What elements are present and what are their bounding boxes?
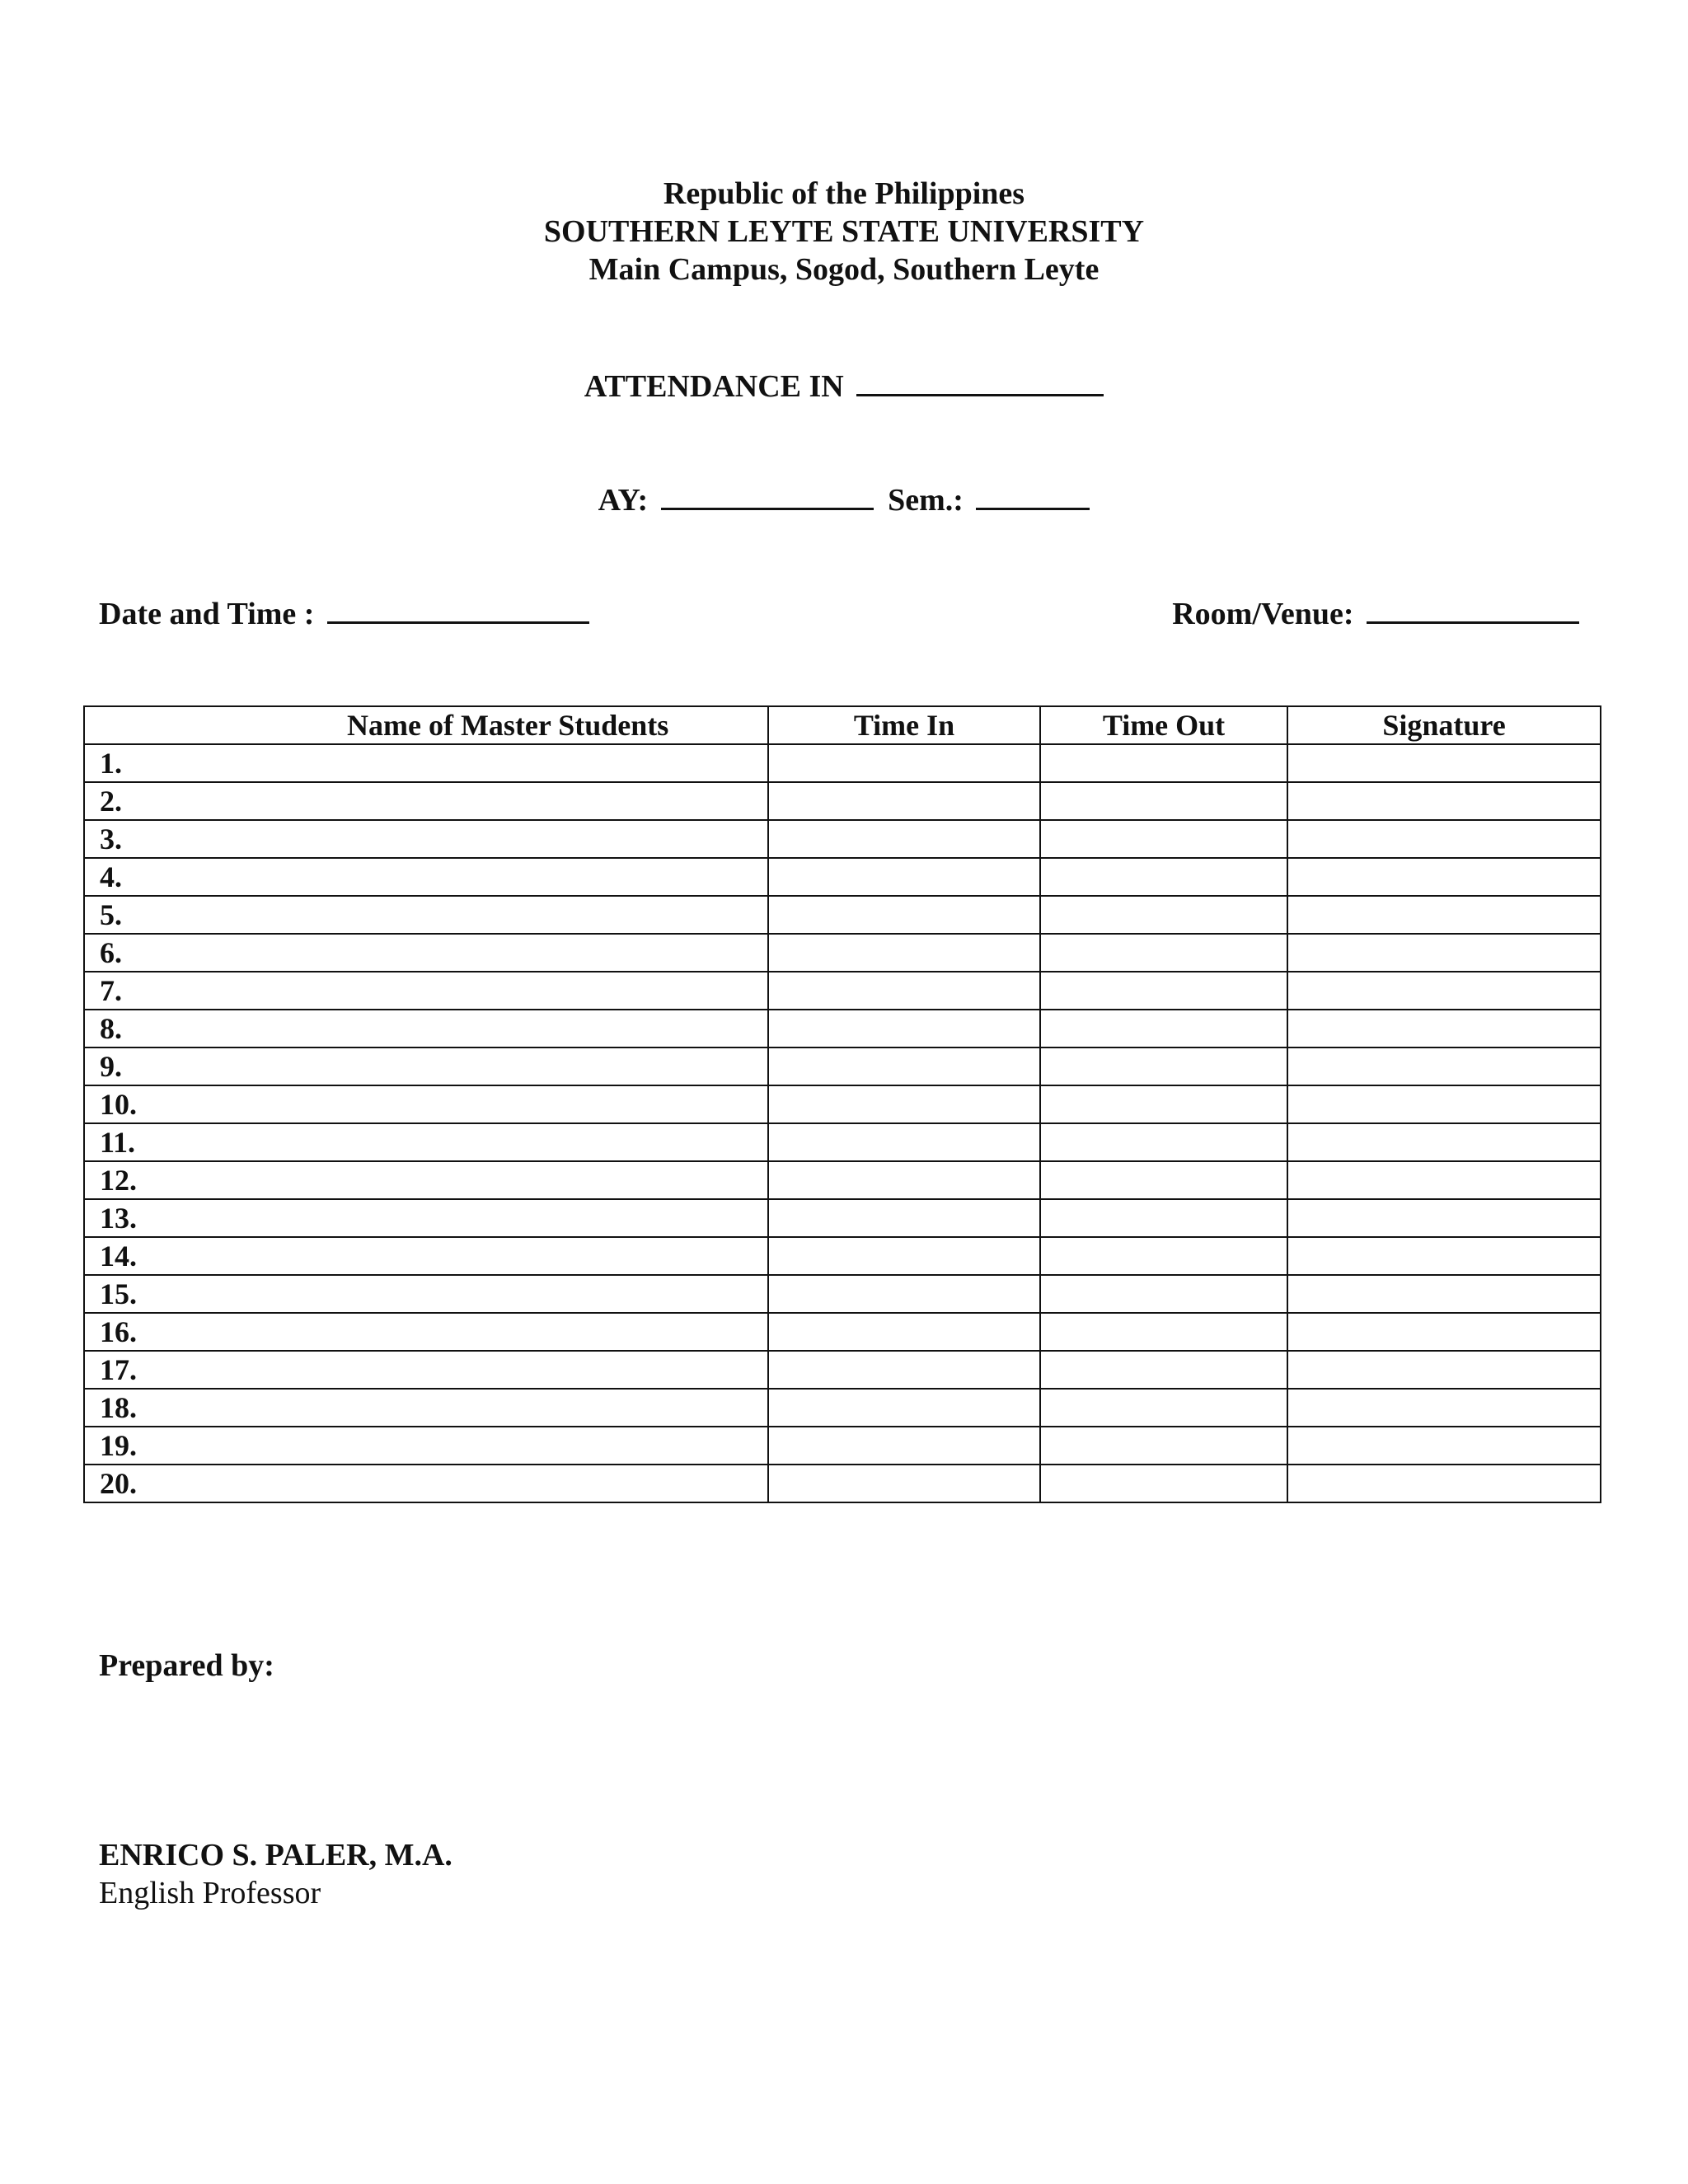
signature-cell[interactable] bbox=[1287, 1427, 1601, 1465]
student-name-cell[interactable]: 10. bbox=[84, 1085, 768, 1123]
room-venue-line bbox=[1172, 592, 1579, 633]
attendance-table bbox=[83, 705, 1601, 1503]
date-time-blank[interactable] bbox=[327, 592, 589, 624]
time-in-cell[interactable] bbox=[768, 1199, 1040, 1237]
column-header-name: Name of Master Students bbox=[84, 706, 768, 744]
time-out-cell[interactable] bbox=[1040, 1199, 1287, 1237]
signatory-name: ENRICO S. PALER, M.A. bbox=[99, 1838, 452, 1872]
student-name-cell[interactable]: 13. bbox=[84, 1199, 768, 1237]
time-in-cell[interactable] bbox=[768, 1313, 1040, 1351]
time-in-cell[interactable] bbox=[768, 744, 1040, 782]
student-name-cell[interactable]: 4. bbox=[84, 858, 768, 896]
student-name-cell[interactable]: 3. bbox=[84, 820, 768, 858]
time-out-cell[interactable] bbox=[1040, 1010, 1287, 1047]
signature-cell[interactable] bbox=[1287, 1237, 1601, 1275]
table-row bbox=[84, 858, 1601, 896]
signature-cell[interactable] bbox=[1287, 1123, 1601, 1161]
student-name-cell[interactable]: 20. bbox=[84, 1465, 768, 1502]
signature-cell[interactable] bbox=[1287, 1199, 1601, 1237]
header-line-university: SOUTHERN LEYTE STATE UNIVERSITY bbox=[543, 214, 1145, 249]
signature-cell[interactable] bbox=[1287, 1275, 1601, 1313]
student-name-cell[interactable]: 14. bbox=[84, 1237, 768, 1275]
time-out-cell[interactable] bbox=[1040, 1465, 1287, 1502]
signature-cell[interactable] bbox=[1287, 782, 1601, 820]
time-out-cell[interactable] bbox=[1040, 896, 1287, 934]
ay-sem-line bbox=[0, 478, 1688, 519]
signature-cell[interactable] bbox=[1287, 858, 1601, 896]
student-name-cell[interactable]: 1. bbox=[84, 744, 768, 782]
table-row bbox=[84, 1047, 1601, 1085]
time-in-cell[interactable] bbox=[768, 1047, 1040, 1085]
date-time-line bbox=[99, 592, 589, 633]
time-in-cell[interactable] bbox=[768, 858, 1040, 896]
time-out-cell[interactable] bbox=[1040, 1085, 1287, 1123]
table-row bbox=[84, 820, 1601, 858]
time-out-cell[interactable] bbox=[1040, 1161, 1287, 1199]
date-time-label: Date and Time : bbox=[99, 597, 315, 631]
sem-label: Sem.: bbox=[888, 483, 964, 518]
table-row bbox=[84, 1275, 1601, 1313]
time-in-cell[interactable] bbox=[768, 1123, 1040, 1161]
attendance-table-body bbox=[84, 744, 1601, 1502]
time-out-cell[interactable] bbox=[1040, 1275, 1287, 1313]
time-out-cell[interactable] bbox=[1040, 782, 1287, 820]
student-name-cell[interactable]: 16. bbox=[84, 1313, 768, 1351]
time-out-cell[interactable] bbox=[1040, 1047, 1287, 1085]
table-row bbox=[84, 1123, 1601, 1161]
time-out-cell[interactable] bbox=[1040, 972, 1287, 1010]
time-in-cell[interactable] bbox=[768, 1237, 1040, 1275]
prepared-by-label: Prepared by: bbox=[99, 1648, 274, 1683]
time-in-cell[interactable] bbox=[768, 1010, 1040, 1047]
time-in-cell[interactable] bbox=[768, 1465, 1040, 1502]
column-header-signature: Signature bbox=[1287, 706, 1601, 744]
table-row bbox=[84, 1199, 1601, 1237]
header-line-campus: Main Campus, Sogod, Southern Leyte bbox=[588, 252, 1100, 287]
ay-blank[interactable] bbox=[661, 478, 874, 510]
time-out-cell[interactable] bbox=[1040, 1123, 1287, 1161]
time-out-cell[interactable] bbox=[1040, 820, 1287, 858]
signature-cell[interactable] bbox=[1287, 1351, 1601, 1389]
table-row bbox=[84, 744, 1601, 782]
table-row bbox=[84, 1465, 1601, 1502]
signature-cell[interactable] bbox=[1287, 1389, 1601, 1427]
student-name-cell[interactable]: 18. bbox=[84, 1389, 768, 1427]
student-name-cell[interactable]: 19. bbox=[84, 1427, 768, 1465]
table-row bbox=[84, 1010, 1601, 1047]
signature-cell[interactable] bbox=[1287, 820, 1601, 858]
signature-cell[interactable] bbox=[1287, 972, 1601, 1010]
signature-cell[interactable] bbox=[1287, 1465, 1601, 1502]
time-in-cell[interactable] bbox=[768, 1389, 1040, 1427]
table-row bbox=[84, 972, 1601, 1010]
time-in-cell[interactable] bbox=[768, 1161, 1040, 1199]
signatory-block bbox=[99, 1836, 452, 1912]
time-out-cell[interactable] bbox=[1040, 1237, 1287, 1275]
time-out-cell[interactable] bbox=[1040, 858, 1287, 896]
document-header bbox=[0, 175, 1688, 288]
time-in-cell[interactable] bbox=[768, 972, 1040, 1010]
student-name-cell[interactable]: 15. bbox=[84, 1275, 768, 1313]
student-name-cell[interactable]: 12. bbox=[84, 1161, 768, 1199]
signature-cell[interactable] bbox=[1287, 934, 1601, 972]
time-in-cell[interactable] bbox=[768, 1427, 1040, 1465]
attendance-blank[interactable] bbox=[856, 364, 1104, 396]
time-in-cell[interactable] bbox=[768, 934, 1040, 972]
signature-cell[interactable] bbox=[1287, 744, 1601, 782]
student-name-cell[interactable]: 9. bbox=[84, 1047, 768, 1085]
student-name-cell[interactable]: 8. bbox=[84, 1010, 768, 1047]
student-name-cell[interactable]: 7. bbox=[84, 972, 768, 1010]
attendance-title-line bbox=[0, 364, 1688, 405]
table-row bbox=[84, 934, 1601, 972]
student-name-cell[interactable]: 5. bbox=[84, 896, 768, 934]
time-out-cell[interactable] bbox=[1040, 1427, 1287, 1465]
time-out-cell[interactable] bbox=[1040, 744, 1287, 782]
time-in-cell[interactable] bbox=[768, 896, 1040, 934]
room-venue-label: Room/Venue: bbox=[1172, 597, 1354, 631]
table-row bbox=[84, 1351, 1601, 1389]
signature-cell[interactable] bbox=[1287, 1161, 1601, 1199]
signature-cell[interactable] bbox=[1287, 1085, 1601, 1123]
sem-blank[interactable] bbox=[976, 478, 1090, 510]
signature-cell[interactable] bbox=[1287, 1047, 1601, 1085]
time-in-cell[interactable] bbox=[768, 1351, 1040, 1389]
time-out-cell[interactable] bbox=[1040, 1351, 1287, 1389]
table-row bbox=[84, 1237, 1601, 1275]
header-line-republic: Republic of the Philippines bbox=[663, 176, 1025, 211]
table-row bbox=[84, 1085, 1601, 1123]
signatory-title: English Professor bbox=[99, 1876, 321, 1910]
table-row bbox=[84, 896, 1601, 934]
student-name-cell[interactable]: 2. bbox=[84, 782, 768, 820]
attendance-label: ATTENDANCE IN bbox=[584, 369, 844, 404]
column-header-time-out: Time Out bbox=[1040, 706, 1287, 744]
table-row bbox=[84, 1389, 1601, 1427]
time-out-cell[interactable] bbox=[1040, 1313, 1287, 1351]
student-name-cell[interactable]: 17. bbox=[84, 1351, 768, 1389]
signature-cell[interactable] bbox=[1287, 1010, 1601, 1047]
room-venue-blank[interactable] bbox=[1367, 592, 1579, 624]
signature-cell[interactable] bbox=[1287, 896, 1601, 934]
time-out-cell[interactable] bbox=[1040, 934, 1287, 972]
ay-label: AY: bbox=[598, 483, 649, 518]
time-in-cell[interactable] bbox=[768, 1275, 1040, 1313]
student-name-cell[interactable]: 11. bbox=[84, 1123, 768, 1161]
time-in-cell[interactable] bbox=[768, 782, 1040, 820]
table-header-row bbox=[84, 706, 1601, 744]
time-in-cell[interactable] bbox=[768, 820, 1040, 858]
table-row bbox=[84, 1427, 1601, 1465]
table-row bbox=[84, 1161, 1601, 1199]
student-name-cell[interactable]: 6. bbox=[84, 934, 768, 972]
table-row bbox=[84, 1313, 1601, 1351]
table-row bbox=[84, 782, 1601, 820]
column-header-time-in: Time In bbox=[768, 706, 1040, 744]
time-out-cell[interactable] bbox=[1040, 1389, 1287, 1427]
signature-cell[interactable] bbox=[1287, 1313, 1601, 1351]
time-in-cell[interactable] bbox=[768, 1085, 1040, 1123]
